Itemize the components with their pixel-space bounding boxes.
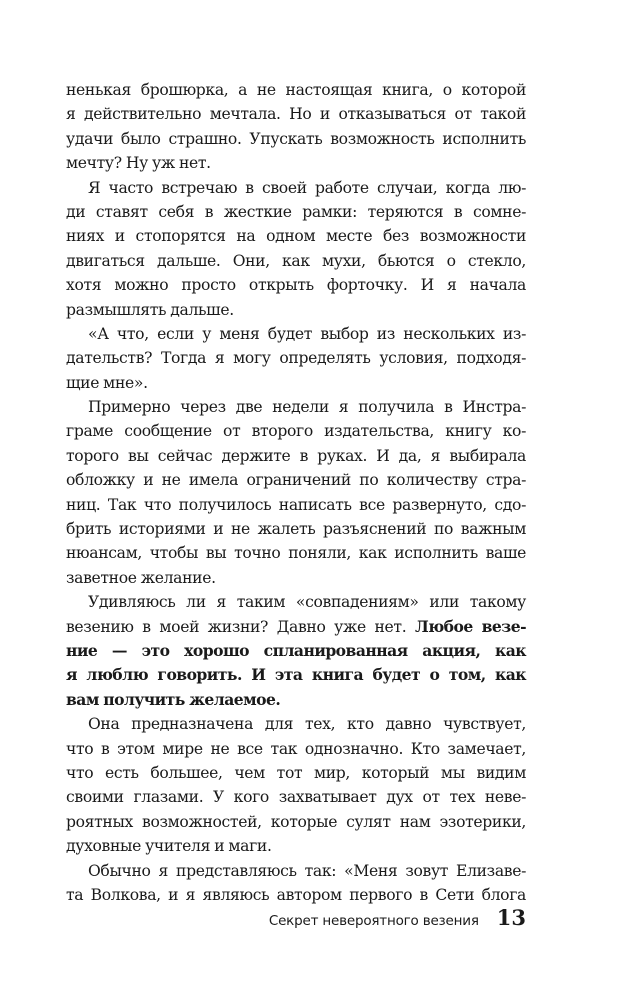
- text-line: что в этом мире не все так однозначно. Кто замечает,: [66, 739, 526, 758]
- text-line: хотя можно просто открыть форточку. И я начала: [66, 276, 526, 295]
- text-line: своими глазами. У кого захватывает дух от тех неве-: [66, 788, 526, 807]
- text-line: что есть большее, чем тот мир, который мы видим: [66, 763, 526, 782]
- text-line: роятных возможностей, которые сулят нам эзотерики,: [66, 812, 526, 831]
- text-line: «А что, если у меня будет выбор из нескольких из-: [88, 324, 526, 343]
- running-title: Секрет невероятного везения: [268, 913, 479, 929]
- body-text: [66, 78, 526, 907]
- text-line: ненькая брошюрка, а не настоящая книга, о которой: [66, 81, 526, 99]
- text-line: ди ставят себя в жесткие рамки: теряются в сомне-: [66, 202, 526, 221]
- text-line: мечту? Ну уж нет.: [66, 154, 211, 173]
- text-line: Она предназначена для тех, кто давно чувствует,: [88, 715, 526, 734]
- text-line: я действительно мечтала. Но и отказываться от такой: [66, 105, 526, 124]
- text-line: Примерно через две недели я получила в Инстра-: [88, 398, 526, 417]
- text-line: двигаться дальше. Они, как мухи, бьются о стекло,: [66, 251, 526, 270]
- text-line: граме сообщение от второго издательства, книгу ко-: [66, 422, 526, 441]
- text-line: Обычно я представляюсь так: «Меня зовут Елизаве-: [88, 861, 526, 880]
- text-line: дательств? Тогда я могу определять условия, подходя-: [66, 349, 526, 368]
- text-line: обложку и не имела ограничений по количеству стра-: [66, 471, 526, 490]
- bold-text-line: ние — это хорошо спланированная акция, как: [66, 640, 526, 660]
- page-number: 13: [496, 905, 526, 930]
- text-line: Я часто встречаю в своей работе случаи, когда лю-: [88, 178, 526, 197]
- text-line: удачи было страшно. Упускать возможность исполнить: [66, 129, 526, 148]
- text-line: щие мне».: [66, 373, 148, 392]
- text-segment: везению в моей жизни? Давно уже нет.: [66, 617, 415, 636]
- bold-text-line: я люблю говорить. И эта книга будет о том, как: [66, 665, 526, 685]
- text-line: ниц. Так что получилось написать все развернуто, сдо-: [66, 495, 526, 514]
- text-line: брить историями и не жалеть разъяснений по важным: [66, 520, 526, 539]
- bold-text-segment: Любое везе-: [414, 616, 526, 636]
- bold-text-line: вам получить желаемое.: [66, 689, 281, 709]
- text-line: Удивляюсь ли я таким «совпадениям» или такому: [88, 593, 526, 612]
- text-line: торого вы сейчас держите в руках. И да, я выбирала: [66, 446, 526, 465]
- page-footer: [0, 905, 526, 935]
- text-line-mixed: [66, 615, 526, 639]
- text-line: та Волкова, и я являюсь автором первого в Сети блога: [66, 885, 526, 904]
- text-line: нюансам, чтобы вы точно поняли, как исполнить ваше: [66, 544, 526, 563]
- text-line: духовные учителя и маги.: [66, 837, 272, 856]
- text-line: ниях и стопорятся на одном месте без возможности: [66, 227, 526, 246]
- text-line: заветное желание.: [66, 568, 216, 587]
- text-line: размышлять дальше.: [66, 300, 234, 319]
